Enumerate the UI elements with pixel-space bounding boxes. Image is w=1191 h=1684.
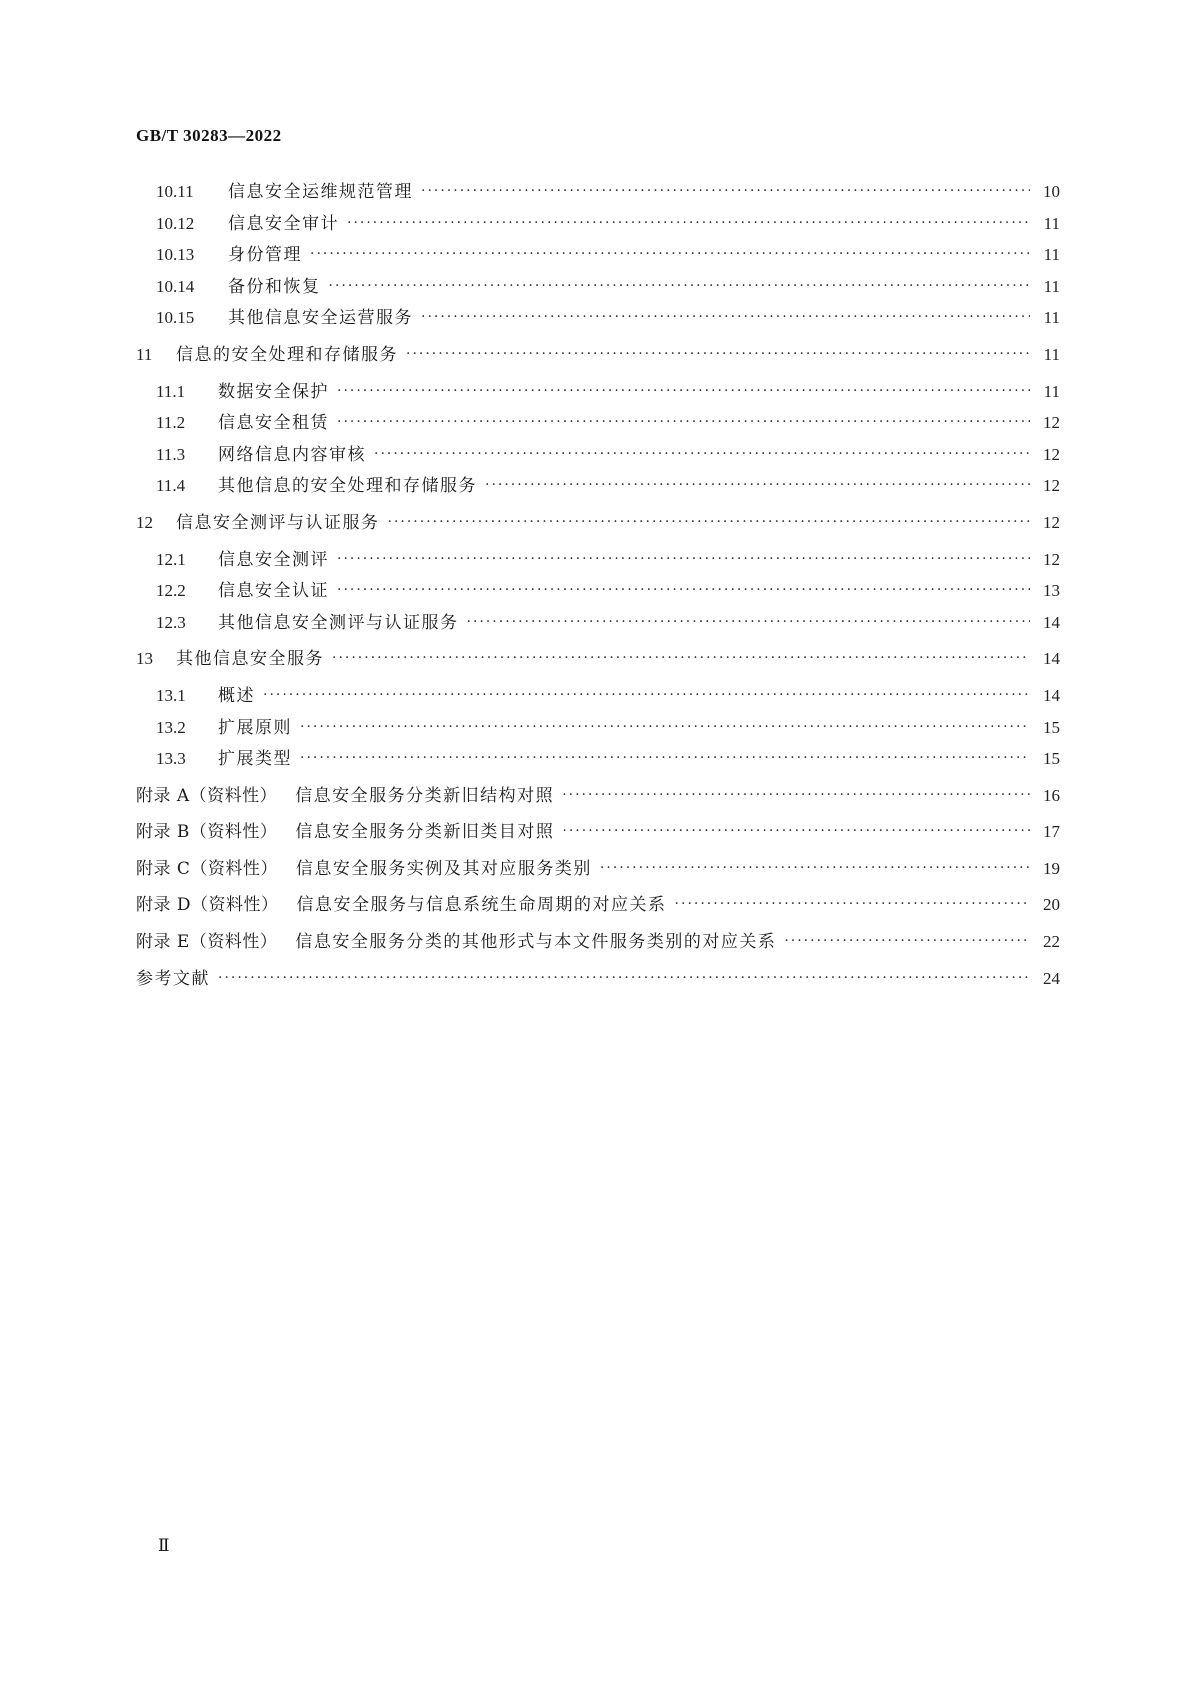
toc-leader-dots	[406, 339, 1030, 371]
toc-entry-number: 附录 C（资料性）	[136, 858, 278, 879]
toc-entry-number: 11.1	[156, 381, 186, 401]
toc-entry-annex-e[interactable]	[136, 926, 1060, 958]
toc-entry-page: 14	[1043, 649, 1060, 669]
toc-entry-title: 扩展类型	[218, 749, 292, 770]
toc-entry-number: 11.4	[156, 476, 186, 496]
toc-leader-dots	[310, 239, 1030, 271]
toc-entry-number: 12.3	[156, 612, 186, 632]
toc-entry-page: 24	[1043, 968, 1060, 988]
toc-entry-page: 22	[1043, 932, 1060, 952]
toc-entry-title: 信息安全租赁	[218, 413, 329, 434]
toc-leader-dots	[263, 680, 1030, 712]
toc-entry-number: 附录 D（资料性）	[136, 895, 279, 916]
toc-entry-number: 附录 B（资料性）	[136, 822, 278, 843]
toc-entry-page: 12	[1043, 512, 1060, 532]
toc-entry-title: 其他信息的安全处理和存储服务	[218, 476, 477, 497]
toc-entry-page: 14	[1043, 685, 1060, 705]
toc-entry-number: 12	[136, 512, 153, 532]
toc-entry-page: 14	[1043, 612, 1060, 632]
toc-leader-dots	[300, 712, 1030, 744]
toc-leader-dots	[332, 643, 1030, 675]
toc-entry-annex-a[interactable]	[136, 780, 1060, 812]
toc-entry-bibliography[interactable]	[136, 963, 1060, 995]
toc-entry-page: 11	[1043, 344, 1060, 364]
toc-entry-title: 信息安全认证	[218, 581, 329, 602]
toc-entry-page: 19	[1043, 858, 1060, 878]
toc-leader-dots	[562, 780, 1030, 812]
toc-entry-10-12[interactable]	[136, 208, 1060, 240]
toc-entry-number: 13.1	[156, 685, 186, 705]
toc-entry-page: 11	[1043, 245, 1060, 265]
toc-entry-number: 10.11	[156, 182, 194, 201]
toc-entry-title: 信息安全审计	[228, 213, 339, 234]
toc-entry-page: 15	[1043, 717, 1060, 737]
toc-entry-10-11[interactable]	[136, 176, 1060, 208]
toc-entry-page: 10	[1043, 182, 1060, 201]
toc-entry-title: 数据安全保护	[218, 381, 329, 402]
toc-entry-page: 12	[1043, 476, 1060, 496]
toc-entry-page: 12	[1043, 549, 1060, 569]
toc-leader-dots	[421, 176, 1030, 208]
toc-entry-title: 信息的安全处理和存储服务	[176, 344, 398, 365]
toc-entry-page: 17	[1043, 822, 1060, 842]
toc-entry-annex-c[interactable]	[136, 853, 1060, 885]
toc-entry-11-4[interactable]	[136, 470, 1060, 502]
toc-leader-dots	[467, 607, 1031, 639]
toc-entry-11[interactable]	[136, 339, 1060, 371]
toc-entry-title: 其他信息安全运营服务	[228, 308, 413, 329]
document-standard-code: GB/T 30283—2022	[136, 126, 282, 145]
toc-leader-dots	[600, 853, 1030, 885]
toc-entry-page: 11	[1043, 381, 1060, 401]
toc-entry-annex-b[interactable]	[136, 816, 1060, 848]
toc-entry-12-1[interactable]	[136, 544, 1060, 576]
toc-entry-13[interactable]	[136, 643, 1060, 675]
toc-entry-13-3[interactable]	[136, 743, 1060, 775]
toc-entry-page: 12	[1043, 444, 1060, 464]
toc-entry-title: 信息安全服务分类新旧类目对照	[295, 822, 555, 843]
toc-entry-12-3[interactable]	[136, 607, 1060, 639]
page-number: Ⅱ	[158, 1536, 170, 1555]
toc-entry-number: 附录 E（资料性）	[136, 932, 278, 953]
toc-entry-title: 扩展原则	[218, 717, 292, 738]
toc-entry-title: 身份管理	[228, 245, 302, 266]
toc-entry-number: 13	[136, 649, 153, 669]
toc-entry-11-2[interactable]	[136, 407, 1060, 439]
toc-entry-number: 11	[136, 344, 153, 364]
toc-leader-dots	[374, 439, 1030, 471]
toc-entry-title: 概述	[218, 685, 255, 706]
toc-leader-dots	[562, 816, 1030, 848]
toc-entry-title: 参考文献	[136, 968, 210, 989]
toc-entry-number: 13.2	[156, 717, 186, 737]
toc-entry-11-1[interactable]	[136, 376, 1060, 408]
toc-entry-10-14[interactable]	[136, 271, 1060, 303]
toc-entry-title: 信息安全服务实例及其对应服务类别	[295, 858, 592, 879]
toc-leader-dots	[485, 470, 1030, 502]
table-of-contents	[136, 176, 1060, 994]
toc-entry-12[interactable]	[136, 507, 1060, 539]
toc-entry-number: 12.1	[156, 549, 186, 569]
toc-entry-number: 11.2	[156, 413, 186, 433]
toc-entry-page: 16	[1043, 785, 1060, 805]
toc-leader-dots	[337, 575, 1030, 607]
toc-entry-number: 11.3	[156, 444, 186, 464]
toc-entry-title: 信息安全服务分类新旧结构对照	[295, 785, 555, 806]
toc-entry-page: 12	[1043, 413, 1060, 433]
toc-leader-dots	[300, 743, 1030, 775]
toc-leader-dots	[421, 302, 1030, 334]
toc-entry-number: 10.13	[156, 245, 195, 265]
toc-entry-title: 信息安全运维规范管理	[228, 182, 413, 202]
toc-entry-number: 附录 A（资料性）	[136, 785, 278, 806]
toc-entry-11-3[interactable]	[136, 439, 1060, 471]
toc-leader-dots	[337, 407, 1030, 439]
toc-entry-page: 15	[1043, 749, 1060, 769]
toc-entry-page: 13	[1043, 581, 1060, 601]
toc-entry-number: 10.12	[156, 213, 195, 233]
toc-entry-page: 20	[1043, 895, 1060, 915]
toc-entry-12-2[interactable]	[136, 575, 1060, 607]
toc-entry-page: 11	[1043, 308, 1060, 328]
toc-leader-dots	[337, 544, 1030, 576]
toc-entry-13-1[interactable]	[136, 680, 1060, 712]
toc-entry-title: 其他信息安全测评与认证服务	[218, 612, 459, 633]
toc-entry-page: 11	[1043, 213, 1060, 233]
toc-entry-annex-d[interactable]	[136, 889, 1060, 921]
toc-leader-dots	[218, 963, 1030, 995]
toc-entry-title: 备份和恢复	[228, 276, 321, 297]
toc-entry-page: 11	[1043, 276, 1060, 296]
toc-entry-number: 12.2	[156, 581, 186, 601]
toc-leader-dots	[784, 926, 1030, 958]
toc-entry-10-15[interactable]	[136, 302, 1060, 334]
toc-entry-number: 10.14	[156, 276, 195, 296]
toc-leader-dots	[337, 376, 1030, 408]
toc-entry-number: 13.3	[156, 749, 186, 769]
toc-entry-title: 信息安全服务分类的其他形式与本文件服务类别的对应关系	[295, 932, 777, 953]
toc-entry-10-13[interactable]	[136, 239, 1060, 271]
toc-entry-title: 信息安全测评与认证服务	[176, 512, 380, 533]
toc-entry-13-2[interactable]	[136, 712, 1060, 744]
toc-entry-title: 信息安全服务与信息系统生命周期的对应关系	[296, 895, 667, 916]
toc-entry-number: 10.15	[156, 308, 195, 328]
toc-entry-title: 其他信息安全服务	[176, 649, 324, 670]
toc-leader-dots	[347, 208, 1030, 240]
toc-leader-dots	[675, 889, 1030, 921]
toc-entry-title: 网络信息内容审核	[218, 444, 366, 465]
toc-leader-dots	[388, 507, 1031, 539]
toc-leader-dots	[329, 271, 1031, 303]
toc-entry-title: 信息安全测评	[218, 549, 329, 570]
